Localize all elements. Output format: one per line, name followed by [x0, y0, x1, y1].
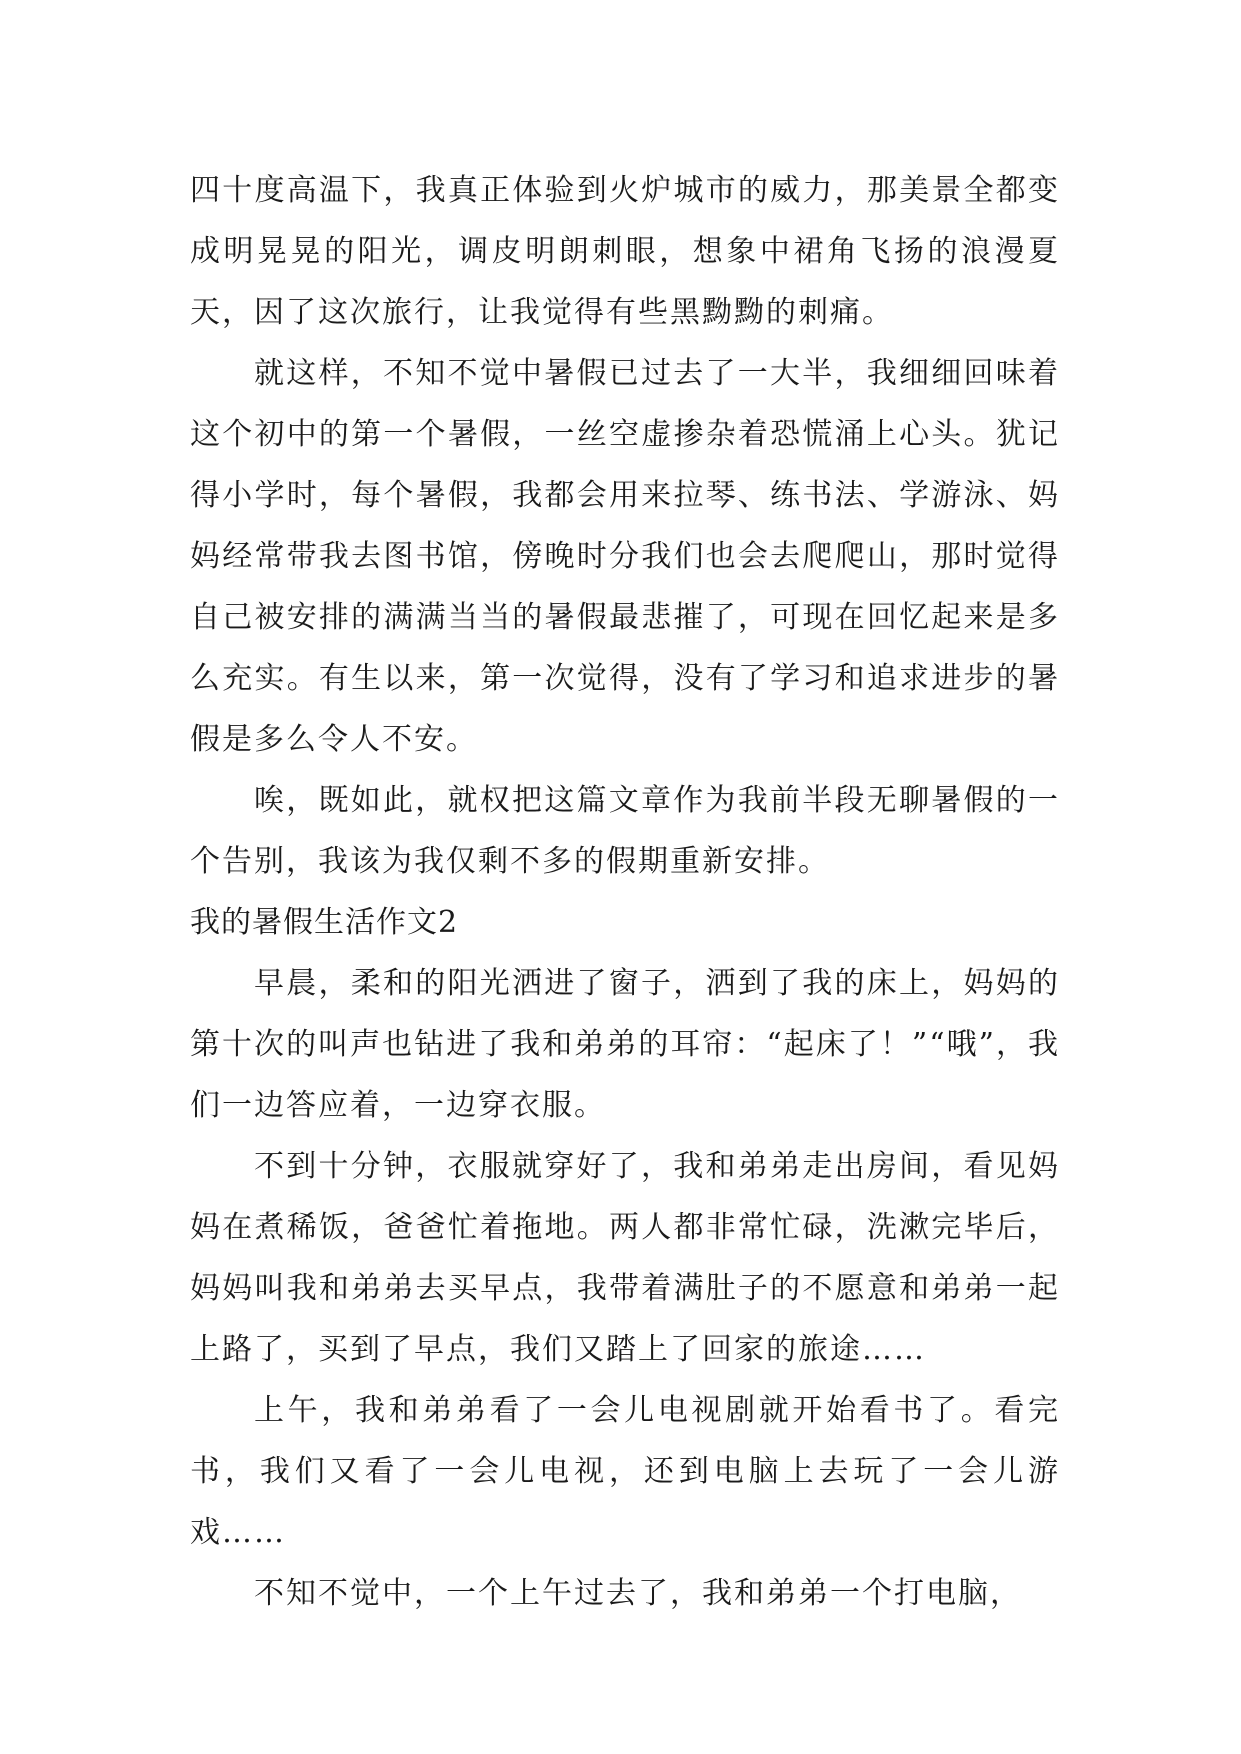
- section-title: 我的暑假生活作文2: [190, 905, 459, 940]
- paragraph-morning: 早晨，柔和的阳光洒进了窗子，洒到了我的床上，妈妈的第十次的叫声也钻进了我和弟弟的耳帘：“起床了！”“哦”，我们一边答应着，一边穿衣服。: [190, 966, 1060, 1123]
- paragraph-forenoon: 上午，我和弟弟看了一会儿电视剧就开始看书了。看完书，我们又看了一会儿电视，还到电脑上去玩了一会儿游戏……: [190, 1393, 1060, 1550]
- paragraph-farewell: 唉，既如此，就权把这篇文章作为我前半段无聊暑假的一个告别，我该为我仅剩不多的假期重新安排。: [190, 783, 1060, 879]
- paragraph-reflection: 就这样，不知不觉中暑假已过去了一大半，我细细回味着这个初中的第一个暑假，一丝空虚掺杂着恐慌涌上心头。犹记得小学时，每个暑假，我都会用来拉琴、练书法、学游泳、妈妈经常带我去图书馆，傍晚时分我们也会去爬爬山，那时觉得自己被安排的满满当当的暑假最悲摧了，可现在回忆起来是多么充实。有生以来，第一次觉得，没有了学习和追求进步的暑假是多么令人不安。: [190, 356, 1060, 757]
- paragraph-noon: 不知不觉中，一个上午过去了，我和弟弟一个打电脑，: [254, 1576, 1022, 1611]
- document-body: [190, 160, 1060, 1624]
- paragraph-continued: 四十度高温下，我真正体验到火炉城市的威力，那美景全都变成明晃晃的阳光，调皮明朗刺眼，想象中裙角飞扬的浪漫夏天，因了这次旅行，让我觉得有些黑黝黝的刺痛。: [190, 173, 1060, 330]
- paragraph-breakfast: 不到十分钟，衣服就穿好了，我和弟弟走出房间，看见妈妈在煮稀饭，爸爸忙着拖地。两人都非常忙碌，洗漱完毕后，妈妈叫我和弟弟去买早点，我带着满肚子的不愿意和弟弟一起上路了，买到了早点，我们又踏上了回家的旅途……: [190, 1149, 1060, 1367]
